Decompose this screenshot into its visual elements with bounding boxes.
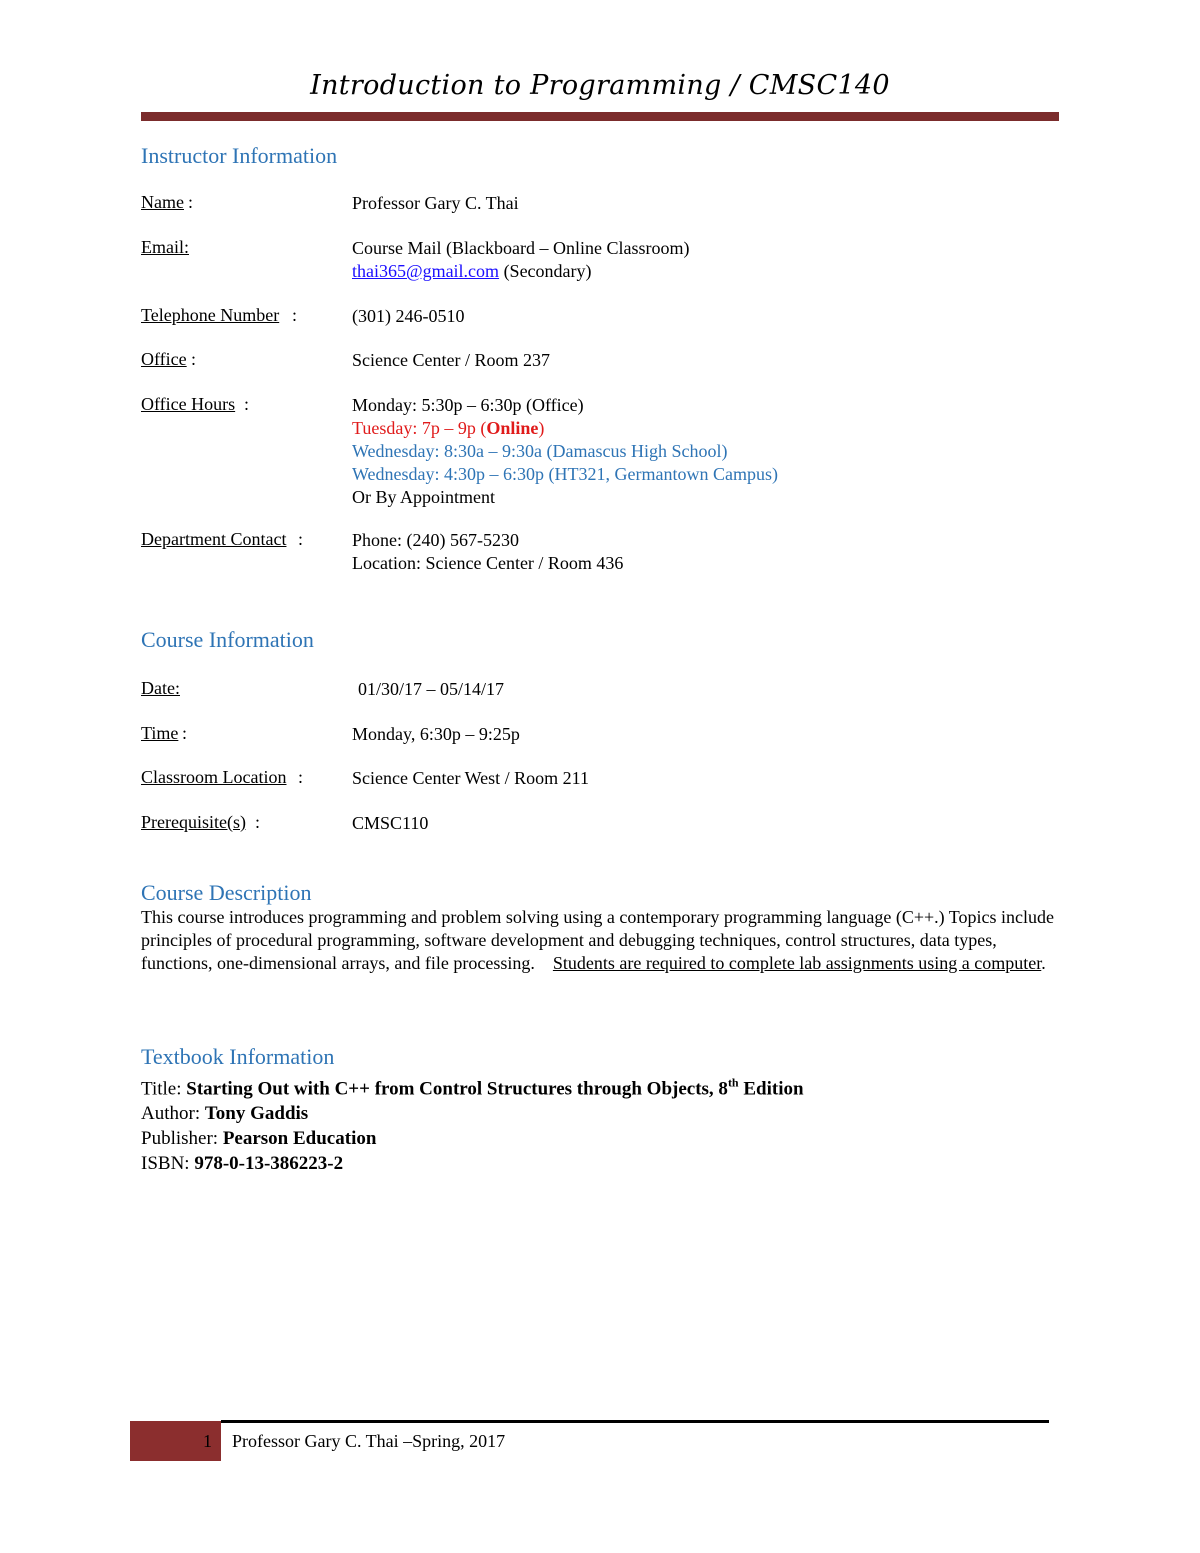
instructor-heading: Instructor Information bbox=[141, 143, 338, 168]
footer-rule bbox=[221, 1420, 1049, 1423]
page-title: Introduction to Programming / CMSC140 bbox=[310, 70, 890, 101]
email-label: Email: bbox=[141, 237, 189, 257]
title-rule bbox=[141, 112, 1059, 121]
prerequisite-value: CMSC110 bbox=[352, 813, 429, 833]
hours-tuesday: Tuesday: 7p – 9p (Online) bbox=[352, 418, 545, 438]
description-text: This course introduces programming and problem solving using a contemporary programming language (C++.) Topics include principles of procedural programming, software development and debugging techniques, control structures, data types, functions, one-dimensional arrays, and file processing. Students are required to complete lab assignments using a computer. bbox=[141, 907, 1055, 973]
classroom-value: Science Center West / Room 211 bbox=[352, 768, 590, 788]
name-value: Professor Gary C. Thai bbox=[352, 193, 519, 213]
hours-appointment: Or By Appointment bbox=[352, 487, 495, 507]
name-label: Name bbox=[141, 192, 184, 212]
description-requirement: Students are required to complete lab assignments using a computer bbox=[552, 953, 1042, 973]
office-value: Science Center / Room 237 bbox=[352, 350, 550, 370]
office-label: Office bbox=[141, 349, 187, 369]
textbook-details bbox=[141, 1071, 804, 1176]
phone-label: Telephone Number bbox=[141, 305, 280, 325]
department-contact-label: Department Contact bbox=[141, 529, 287, 549]
classroom-label: Classroom Location bbox=[141, 767, 287, 787]
textbook-author: Author: Tony Gaddis bbox=[141, 1103, 309, 1125]
office-hours-value bbox=[352, 394, 778, 509]
dept-phone: Phone: (240) 567-5230 bbox=[352, 530, 519, 550]
hours-monday: Monday: 5:30p – 6:30p (Office) bbox=[352, 395, 584, 415]
department-contact-value bbox=[352, 529, 623, 575]
textbook-isbn: ISBN: 978-0-13-386223-2 bbox=[141, 1153, 344, 1175]
email-secondary: (Secondary) bbox=[499, 261, 592, 281]
time-value: Monday, 6:30p – 9:25p bbox=[352, 724, 520, 744]
date-value: 01/30/17 – 05/14/17 bbox=[358, 679, 505, 699]
hours-wednesday-germantown: Wednesday: 4:30p – 6:30p (HT321, Germantown Campus) bbox=[352, 464, 778, 484]
description-heading: Course Description bbox=[141, 880, 312, 905]
textbook-title: Title: Starting Out with C++ from Control Structures through Objects, 8th Edition bbox=[141, 1076, 804, 1100]
course-heading: Course Information bbox=[141, 627, 314, 652]
phone-value: (301) 246-0510 bbox=[352, 306, 465, 326]
hours-wednesday-damascus: Wednesday: 8:30a – 9:30a (Damascus High School) bbox=[352, 441, 728, 461]
email-link[interactable]: thai365@gmail.com bbox=[352, 261, 500, 281]
date-label: Date: bbox=[141, 678, 180, 698]
textbook-publisher: Publisher: Pearson Education bbox=[141, 1128, 377, 1150]
email-course-mail: Course Mail (Blackboard – Online Classroom) bbox=[352, 238, 690, 258]
time-label: Time bbox=[141, 723, 179, 743]
office-hours-label: Office Hours bbox=[141, 394, 236, 414]
footer-page-number: 1 bbox=[203, 1431, 212, 1451]
prerequisite-label: Prerequisite(s) bbox=[141, 812, 246, 832]
textbook-heading: Textbook Information bbox=[141, 1044, 335, 1069]
email-value bbox=[352, 237, 689, 283]
dept-location: Location: Science Center / Room 436 bbox=[352, 553, 624, 573]
footer-text: Professor Gary C. Thai –Spring, 2017 bbox=[232, 1431, 506, 1451]
